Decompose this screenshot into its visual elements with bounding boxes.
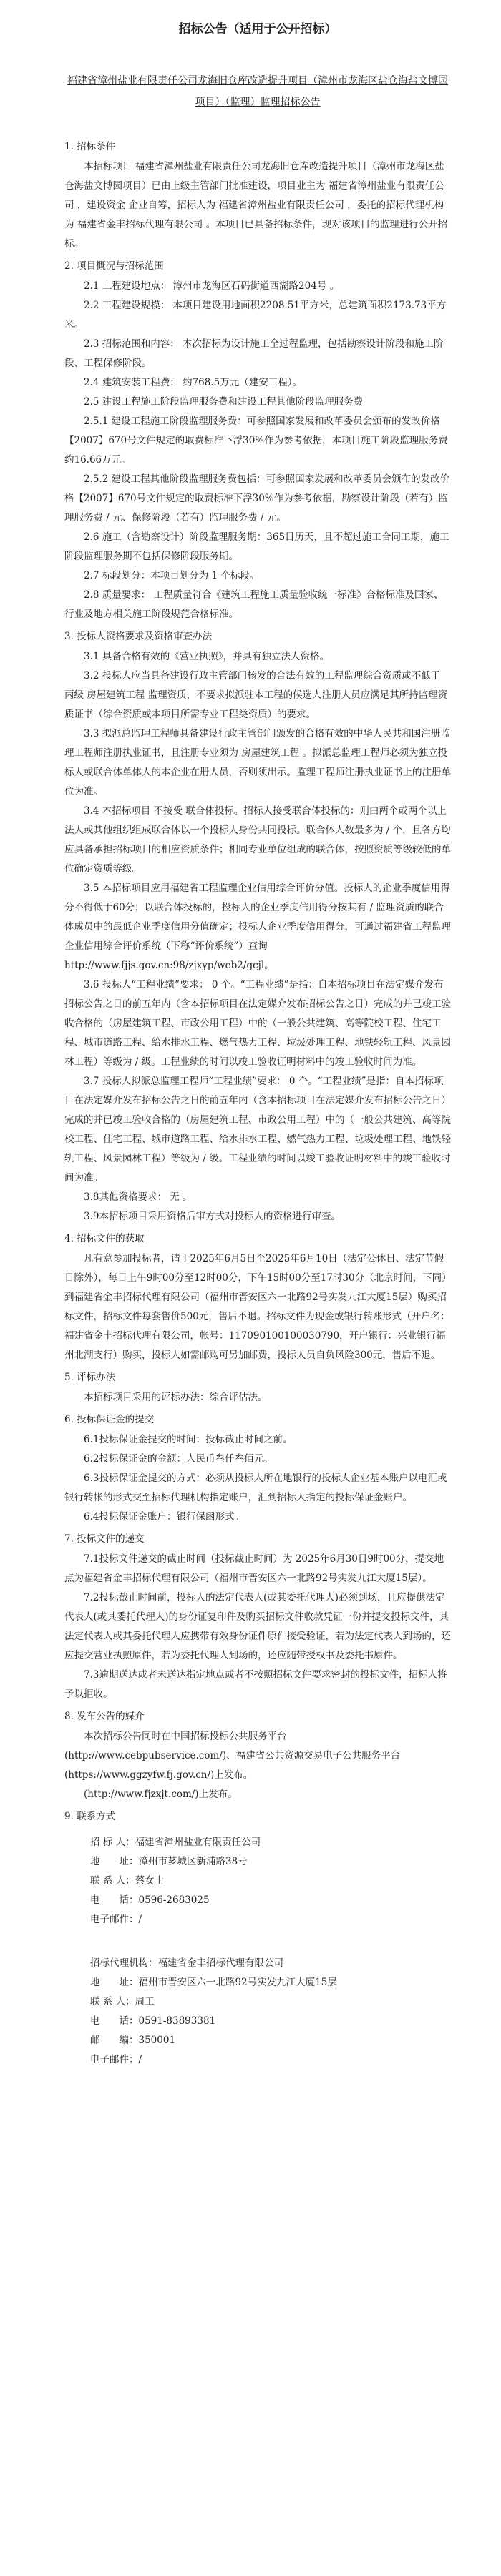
paragraph: 2.4 建筑安装工程费： 约768.5万元（建安工程）。: [84, 377, 302, 388]
section-heading: 7. 投标文件的递交: [64, 1533, 145, 1545]
document-title: 招标公告（适用于公开招标）: [178, 22, 337, 36]
paragraph: 2.7 标段划分：本项目划分为 1 个标段。: [84, 570, 260, 581]
paragraph: 2.5.1 建设工程施工阶段监理服务费：可参照国家发展和改革委员会颁布的发改价格【2007】670号文件规定的取费标准下浮30%作为参考依据，本项目施工阶段监理服务费约16.66万元。: [64, 416, 448, 466]
paragraph: 本次招标公告同时在中国招标投标公共服务平台(http://www.cebpubservice.com/)、福建省公共资源交易电子公共服务平台(https://www.ggzyfw.fj.gov.cn/)上发布。: [64, 1731, 401, 1781]
section-heading: 6. 投标保证金的提交: [64, 1414, 155, 1425]
paragraph: 本招标项目采用的评标办法：综合评估法。: [84, 1392, 268, 1403]
agency-contact: [64, 1954, 451, 2070]
paragraph: 3.6 投标人“工程业绩”要求： 0 个。“工程业绩”是指：自本招标项目在法定媒介发布招标公告之日的前五年内（含本招标项目在法定媒介发布招标公告之日）完成的并已竣工验收合格的（房屋建筑工程、市政公用工程）中的（一般公共建筑、高等院校工程、住宅工程、城市道路工程、给水排水工程、燃气热力工程、垃圾处理工程、地铁轻轨工程、风景园林工程）等级为 / 级。工程业绩的时间以竣工验收证明材料中的竣工验收时间为准。: [64, 979, 451, 1068]
paragraph: 3.4 本招标项目 不接受 联合体投标。招标人接受联合体投标的：则由两个或两个以上法人或其他组织组成联合体以一个投标人身份共同投标。联合体人数最多为 / 个，且各方均应具备承担招标项目的相应资质条件；相同专业单位组成的联合体，按照资质等级较低的单位确定资质等级。: [64, 805, 451, 875]
section-heading: 4. 招标文件的获取: [64, 1233, 145, 1244]
paragraph: 3.1 具备合格有效的《营业执照》，并具有独立法人资格。: [84, 651, 330, 662]
paragraph: 2.6 施工（含勘察设计）阶段监理服务期：365日历天，且不超过施工合同工期，施工阶段监理服务期不包括保修阶段服务期。: [64, 531, 449, 562]
paragraph: 2.5.2 建设工程其他阶段监理服务费包括：可参照国家发展和改革委员会颁布的发改价格【2007】670号文件规定的取费标准下浮30%作为参考依据，勘察设计阶段（若有）监理服务费 / 元、保修阶段（若有）监理服务费 / 元。: [64, 473, 450, 523]
contact-line: 地 址：漳州市芗城区新浦路38号: [90, 1856, 248, 1867]
section-heading: 9. 联系方式: [64, 1811, 116, 1822]
contact-line: 电子邮件：/: [90, 1914, 142, 1925]
contact-line: 电 话：0591-83893381: [90, 2015, 216, 2027]
paragraph: 3.2 投标人应当具备建设行政主管部门核发的合法有效的工程监理综合资质或不低于 丙级 房屋建筑工程 监理资质，不要求拟派驻本工程的候选人注册人员应满足其所持监理资质证书（综合资质或本项目所需专业工程类资质）的要求。: [64, 670, 448, 720]
paragraph: 3.9本招标项目采用资格后审方式对投标人的资格进行审查。: [84, 1211, 341, 1222]
paragraph: 7.1投标文件递交的截止时间（投标截止时间）为 2025年6月30日9时00分，提交地点为福建省金丰招标代理有限公司（福州市晋安区六一北路92号实发九江大厦15层）。: [64, 1553, 444, 1584]
paragraph: 2.5 建设工程施工阶段监理服务费和建设工程其他阶段监理服务费: [84, 396, 364, 408]
contact-line: 招标代理机构：福建省金丰招标代理有限公司: [90, 1957, 283, 1969]
paragraph: 7.3逾期送达或者未送达指定地点或者不按照招标文件要求密封的投标文件，招标人将予以拒收。: [64, 1669, 447, 1700]
section-heading: 8. 发布公告的媒介: [64, 1711, 145, 1722]
paragraph: 2.3 招标范围和内容： 本次招标为设计施工全过程监理，包括勘察设计阶段和施工阶段、工程保修阶段。: [64, 338, 444, 369]
section-heading: 2. 项目概况与招标范围: [64, 260, 164, 272]
paragraph: 2.8 质量要求： 工程质量符合《建筑工程施工质量验收统一标准》合格标准及国家、行业及地方相关施工阶段规范合格标准。: [64, 589, 444, 620]
paragraph: 3.8其他资格要求： 无 。: [84, 1191, 193, 1203]
contact-line: 电子邮件：/: [90, 2054, 142, 2065]
contact-section: [64, 1833, 451, 2070]
project-title: 福建省漳州盐业有限责任公司龙海旧仓库改造提升项目（漳州市龙海区盐仓海盐文博园项目）（监理）监理招标公告: [67, 75, 448, 108]
paragraph: (http://www.fjzxjt.com/)上发布。: [84, 1789, 238, 1800]
paragraph: 3.5 本招标项目应用福建省工程监理企业信用综合评价分值。投标人的企业季度信用得分不得低于60分；以联合体投标的，投标人的企业季度信用得分按其有 / 监理资质的联合体成员中的最低企业季度信用分值确定；投标人企业季度信用得分，可通过福建省工程监理企业信用综合评价系统（下称“评价系统”）查询 http://www.fjjs.gov.cn:98/zjxyp/web2/gcjl。: [64, 883, 451, 971]
paragraph: 7.2投标截止时间前，投标人的法定代表人(或其委托代理人)必须到场，且应提供法定代表人(或其委托代理人)的身份证复印件及购买招标文件收款凭证一份并提交投标文件，其法定代表人或其委托代理人应携带有效身份证件原件接受验证，若为法定代表人到场的，还应提交营业执照原件，若为委托代理人到场的，还应随带授权书及委托书原件。: [64, 1592, 451, 1661]
contact-line: 联 系 人：周工: [90, 1996, 155, 2007]
paragraph: 本招标项目 福建省漳州盐业有限责任公司龙海旧仓库改造提升项目（漳州市龙海区盐仓海盐文博园项目）已由上级主管部门批准建设，项目业主为 福建省漳州盐业有限责任公司 ，建设资金 企业自筹，招标人为 福建省漳州盐业有限责任公司 ，委托的招标代理机构为 福建省金丰招标代理有限公司 。本项目已具备招标条件，现对该项目的监理进行公开招标。: [64, 161, 448, 250]
paragraph: 3.7 投标人拟派总监理工程师“工程业绩”要求： 0 个。“工程业绩”是指：自本招标项目在法定媒介发布招标公告之日的前五年内（含本招标项目在法定媒介发布招标公告之日）完成的并已竣工验收合格的（房屋建筑工程、市政公用工程）中的（一般公共建筑、高等院校工程、住宅工程、城市道路工程、给水排水工程、燃气热力工程、垃圾处理工程、地铁轻轨工程、风景园林工程）等级为 / 级。工程业绩的时间以竣工验收证明材料中的竣工验收时间为准。: [64, 1076, 451, 1184]
paragraph: 3.3 拟派总监理工程师具备建设行政主管部门颁发的合格有效的中华人民共和国注册监理工程师注册执业证书，且注册专业须为 房屋建筑工程 。拟派总监理工程师必须为独立投标人或联合体单体人的本企业在册人员，否则须出示。监理工程师注册执业证书上的注册单位为准。: [64, 728, 451, 797]
paragraph: 6.3投标保证金提交的方式：必须从投标人所在地银行的投标人企业基本账户以电汇或银行转帐的形式交至招标代理机构指定账户，汇到招标人指定的投标保证金账户。: [64, 1473, 447, 1503]
contact-line: 电 话：0596-2683025: [90, 1894, 210, 1906]
tenderer-contact: [64, 1833, 451, 1929]
contact-line: 招 标 人：福建省漳州盐业有限责任公司: [90, 1837, 261, 1848]
paragraph: 6.2投标保证金的金额：人民币叁仟叁佰元。: [84, 1453, 273, 1465]
section-heading: 5. 评标办法: [64, 1372, 116, 1383]
contact-line: 地 址：福州市晋安区六一北路92号实发九江大厦15层: [90, 1977, 337, 1988]
document-body: [64, 139, 451, 1827]
section-heading: 1. 招标条件: [64, 141, 116, 152]
section-heading: 3. 投标人资格要求及资格审查办法: [64, 631, 213, 642]
contact-line: 邮 编：350001: [90, 2035, 176, 2046]
paragraph: 6.4投标保证金账户：银行保函形式。: [84, 1511, 244, 1523]
paragraph: 2.1 工程建设地点： 漳州市龙海区石码街道西湖路204号 。: [84, 280, 340, 292]
contact-line: 联 系 人：蔡女士: [90, 1875, 165, 1887]
paragraph: 6.1投标保证金提交的时间：投标截止时间之前。: [84, 1434, 293, 1445]
paragraph: 凡有意参加投标者，请于2025年6月5日至2025年6月10日（法定公休日、法定节假日除外），每日上午9时00分至12时00分，下午15时00分至17时30分（北京时间，下同）到福建省金丰招标代理有限公司（福州市晋安区六一北路92号实发九江大厦15层）购买招标文件，招标文件每套售价500元，售后不退。招标文件为现金或银行转账形式（开户名：福建省金丰招标代理有限公司，帐号：117090100100030790，开户银行：兴业银行福州北湖支行）购买，投标人如需邮购可另加邮费，投标人员自负风险300元，售后不退。: [64, 1253, 450, 1361]
paragraph: 2.2 工程建设规模： 本项目建设用地面积2208.51平方米，总建筑面积2173.73平方米。: [64, 300, 447, 330]
